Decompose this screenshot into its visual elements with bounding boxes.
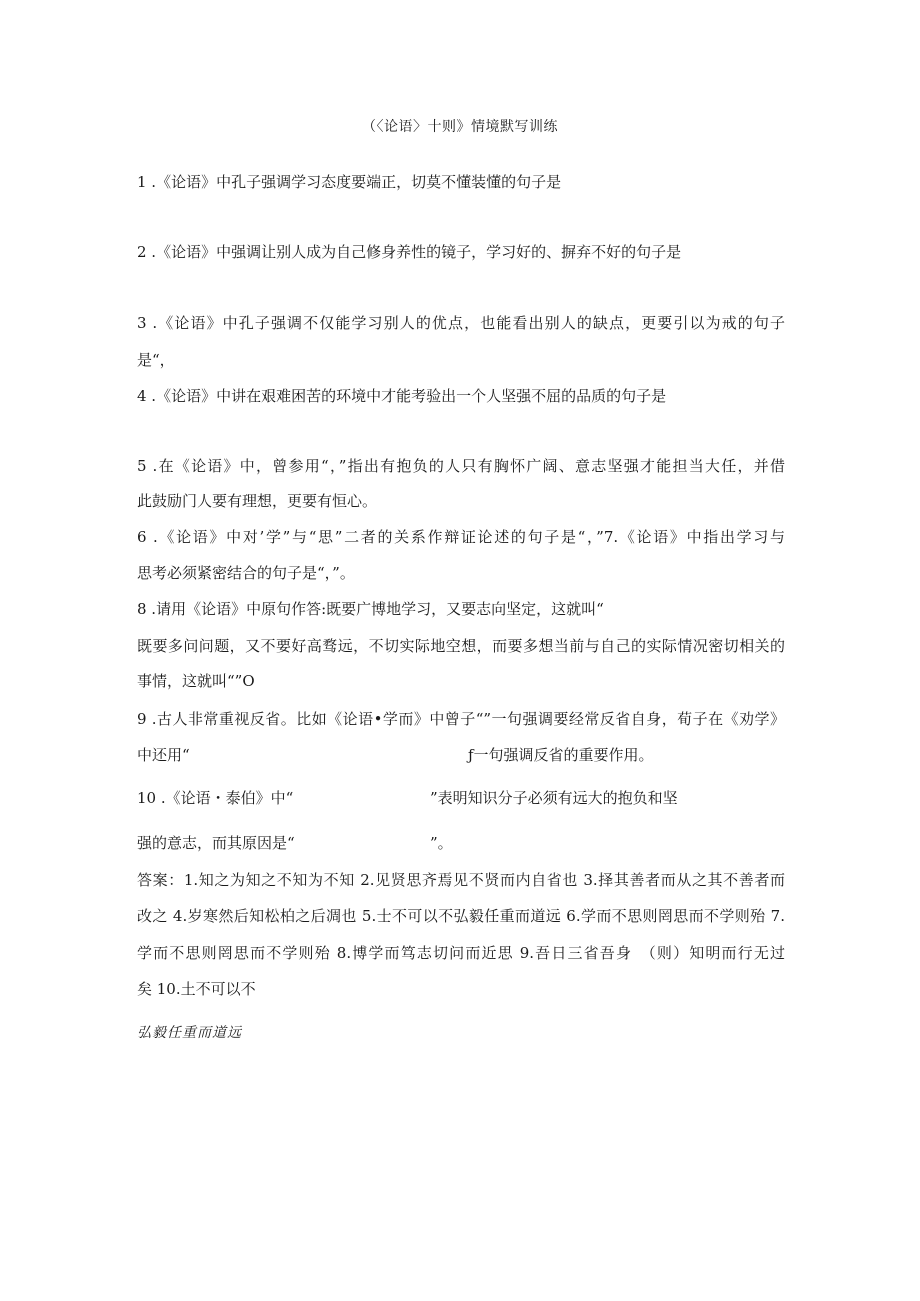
answers-line-4: 矣 10.土不可以不 [137, 980, 256, 998]
answers-line-5: 弘毅任重而道远 [137, 1025, 242, 1041]
question-10-line-1-end: ”表明知识分子必须有远大的抱负和坚 [430, 789, 678, 807]
answers-line-1: 答案：1.知之为知之不知为不知 2.见贤思齐焉见不贤而内自省也 3.择其善者而从之其不善者而 [137, 871, 785, 889]
question-9-line-2-end: ƒ一句强调反省的重要作用。 [468, 746, 654, 764]
question-5-line-1: 5 .在《论语》中，曾参用“，”指出有抱负的人只有胸怀广阔、意志坚强才能担当大任，并借 [137, 457, 785, 475]
question-8-line-3: 事情，这就叫“”O [137, 672, 255, 690]
question-6-line-2: 思考必须紧密结合的句子是“，”。 [137, 564, 355, 582]
question-10-line-1-start: 10 .《论语・泰伯》中“ [137, 789, 294, 807]
question-5-line-2: 此鼓励门人要有理想，更要有恒心。 [137, 492, 378, 510]
page-title: （〈论语〉十则》情境默写训练 [362, 119, 558, 135]
question-2: 2 .《论语》中强调让别人成为自己修身养性的镜子，学习好的、摒弃不好的句子是 [137, 243, 682, 261]
question-10-line-2-end: ”。 [430, 834, 453, 852]
question-1: 1 .《论语》中孔子强调学习态度要端正，切莫不懂装懂的句子是 [137, 173, 562, 191]
question-9-line-1: 9 .古人非常重视反省。比如《论语•学而》中曾子“”一句强调要经常反省自身，荀子在《劝学》 [137, 710, 785, 728]
question-6-line-1: 6 .《论语》中对’学”与“思”二者的关系作辩证论述的句子是“，”7.《论语》中指出学习与 [137, 528, 785, 546]
answers-line-3: 学而不思则罔思而不学则殆 8.博学而笃志切问而近思 9.吾日三省吾身 （则）知明而行无过 [137, 944, 785, 962]
question-8-line-2: 既要多问问题，又不要好高骛远，不切实际地空想，而要多想当前与自己的实际情况密切相关的 [137, 637, 785, 655]
question-8-line-1: 8 .请用《论语》中原句作答:既要广博地学习，又要志向坚定，这就叫“ [137, 600, 604, 618]
question-3-line-1: 3 .《论语》中孔子强调不仅能学习别人的优点，也能看出别人的缺点，更要引以为戒的句子 [137, 314, 785, 332]
question-4: 4 .《论语》中讲在艰难困苦的环境中才能考验出一个人坚强不屈的品质的句子是 [137, 387, 667, 405]
question-3-line-2: 是“， [137, 351, 175, 369]
question-10-line-2-start: 强的意志，而其原因是“ [137, 834, 295, 852]
answers-line-2: 改之 4.岁寒然后知松柏之后凋也 5.士不可以不弘毅任重而道远 6.学而不思则罔思而不学则殆 7. [137, 907, 785, 925]
question-9-line-2-start: 中还用“ [137, 746, 190, 764]
